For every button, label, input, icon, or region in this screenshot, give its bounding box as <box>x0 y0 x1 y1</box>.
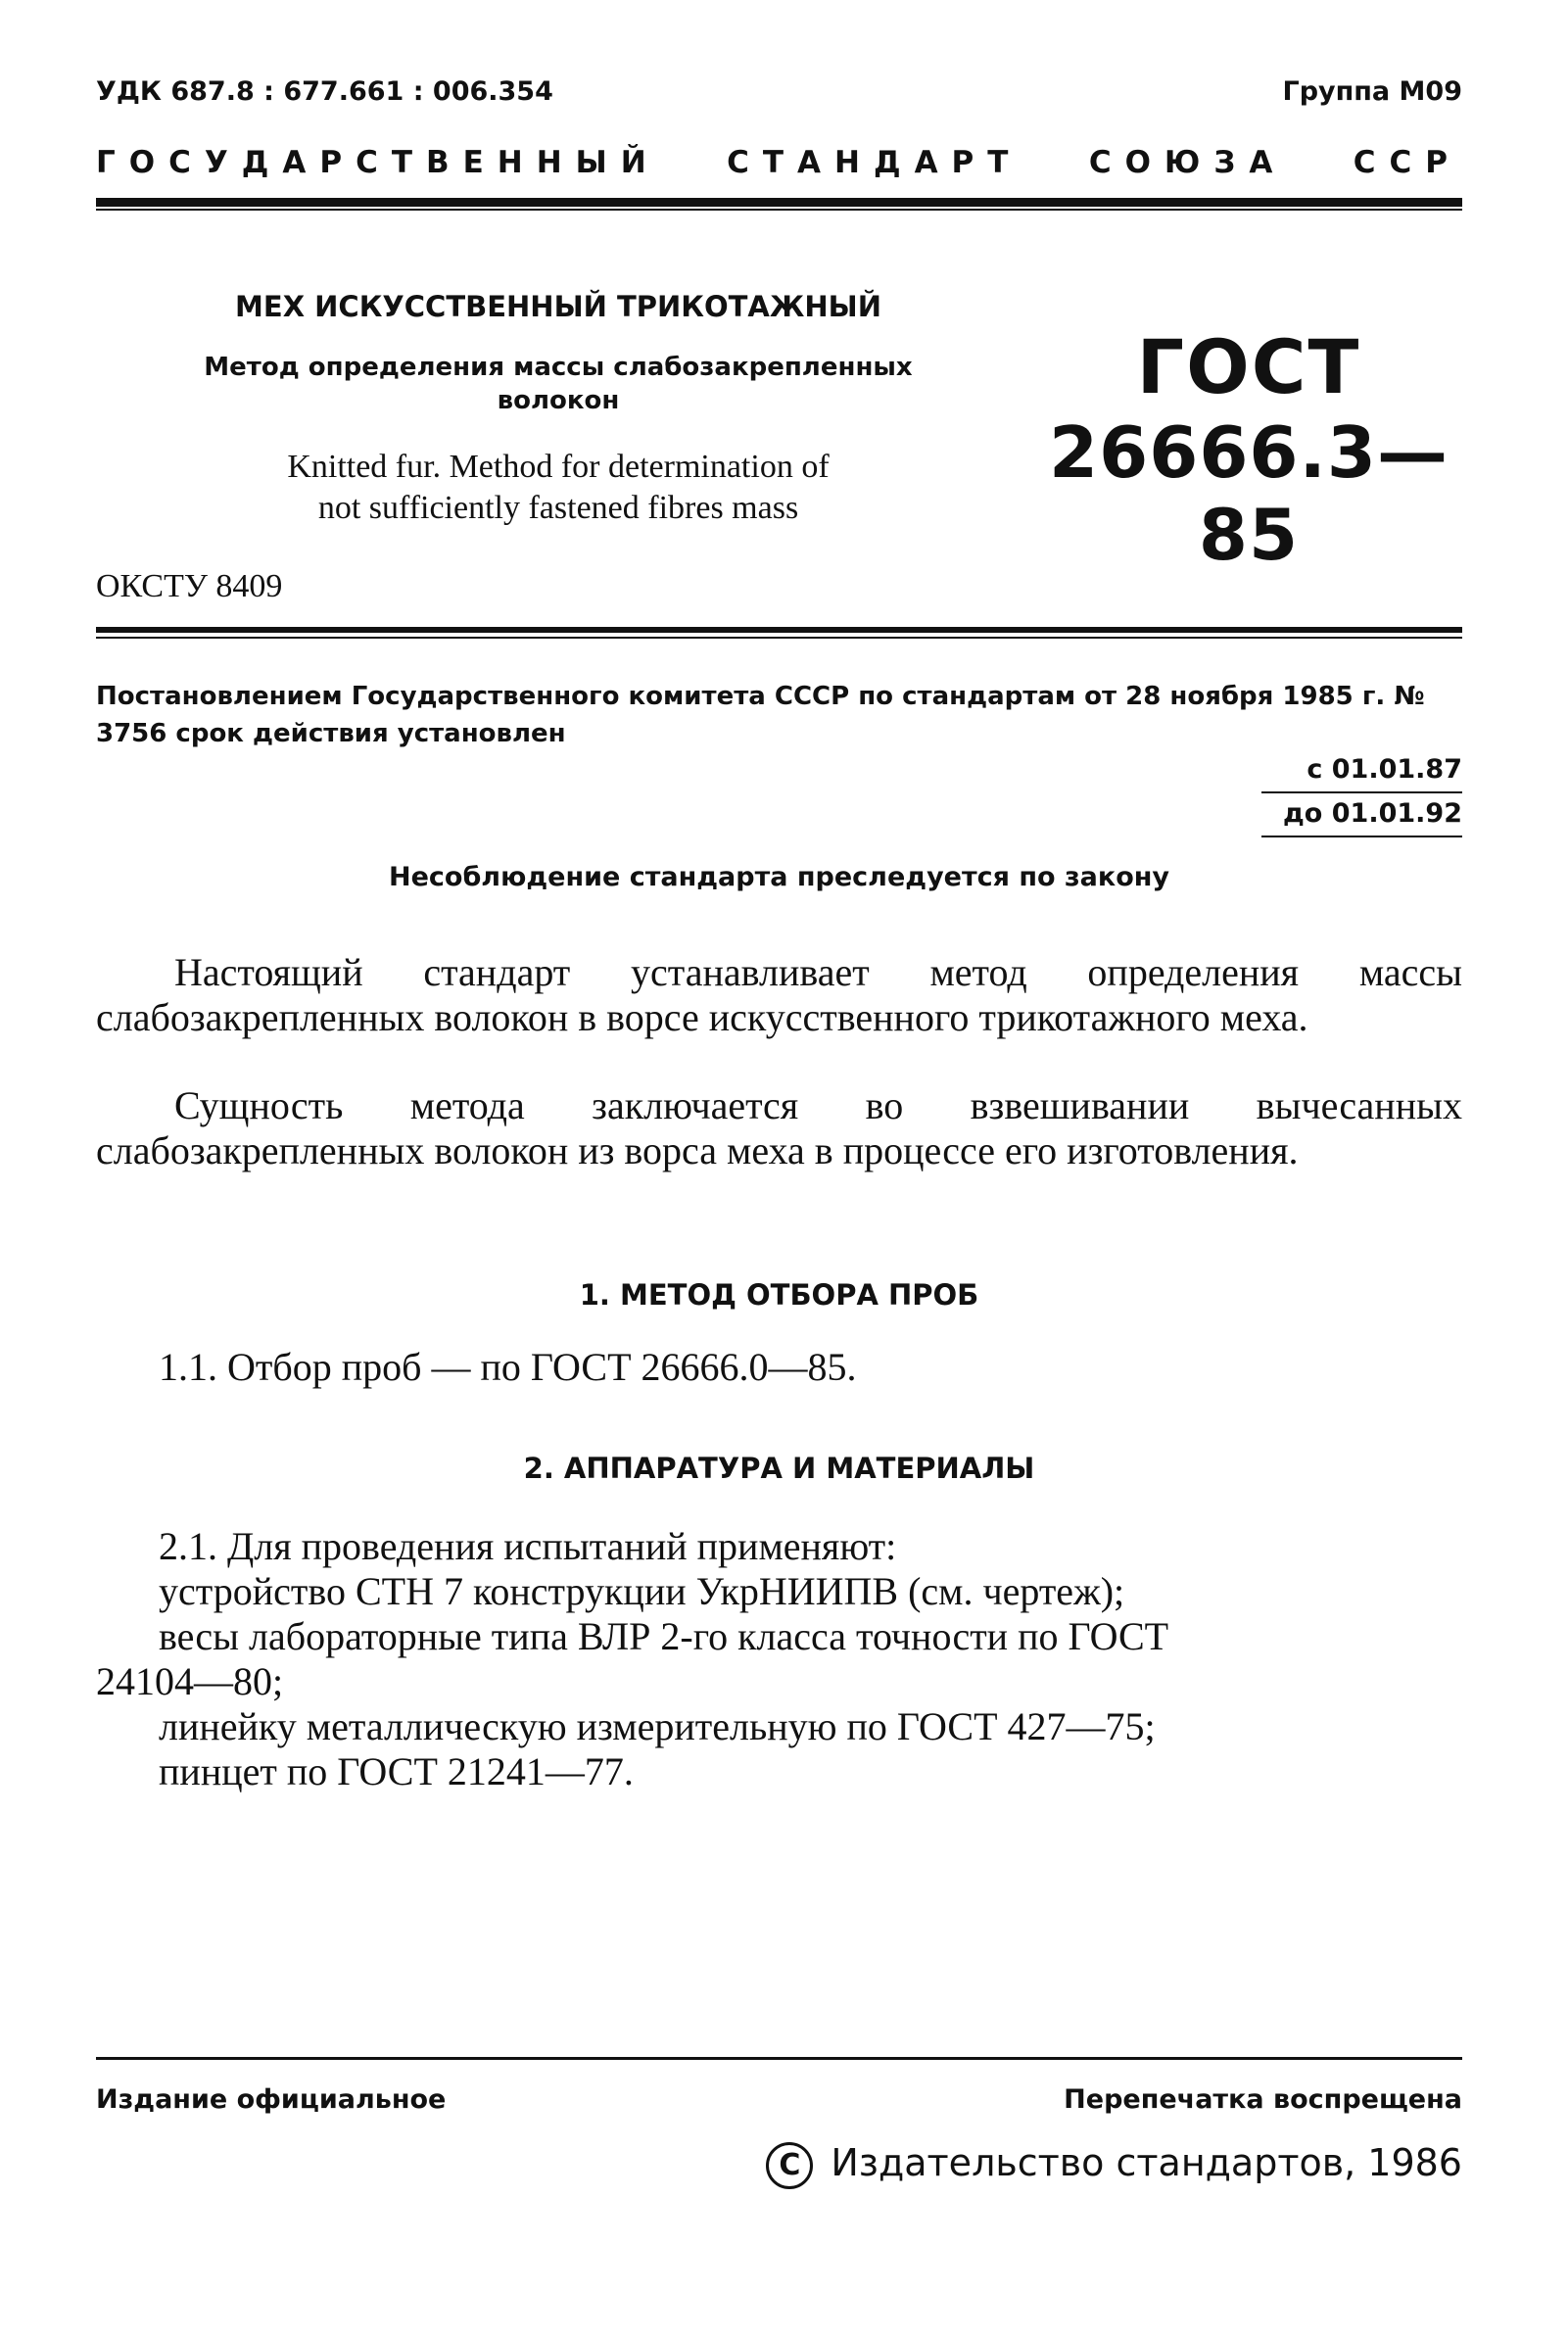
essence-paragraph: Сущность метода заключается во взвешивании вычесанных слабозакрепленных волокон из ворса меха в процессе его изготовления. <box>96 1083 1462 1172</box>
english-title <box>147 447 970 529</box>
section-2-heading: 2. АППАРАТУРА И МАТЕРИАЛЫ <box>523 1452 1035 1485</box>
section-rule-thin <box>96 637 1462 639</box>
state-standard-banner <box>96 145 1461 180</box>
valid-to-date: до 01.01.92 <box>1283 798 1462 829</box>
intro-paragraph: Настоящий стандарт устанавливает метод определения массы слабозакрепленных волокон в ворсе искусственного трикотажного меха. <box>96 950 1462 1039</box>
english-title-line: Knitted fur. Method for determination of <box>287 449 830 485</box>
section-1-item: 1.1. Отбор проб — по ГОСТ 26666.0—85. <box>159 1345 857 1389</box>
section-2-list <box>96 1524 1462 1794</box>
copyright-icon: C <box>766 2142 813 2189</box>
gost-number: 26666.3—85 <box>1049 411 1449 576</box>
footer-rule <box>96 2057 1462 2060</box>
valid-from-date: с 01.01.87 <box>1307 754 1462 785</box>
gost-label: ГОСТ <box>1136 323 1361 410</box>
date-underline <box>1261 791 1462 793</box>
banner-word: СОЮЗА <box>1088 145 1287 180</box>
reprint-note: Перепечатка воспрещена <box>1064 2084 1462 2115</box>
list-item: устройство СТН 7 конструкции УкрНИИПВ (см. чертеж); <box>159 1569 1125 1613</box>
publisher-line <box>766 2141 1462 2189</box>
banner-word: ГОСУДАРСТВЕННЫЙ <box>96 145 660 180</box>
date-underline <box>1261 836 1462 837</box>
list-item: пинцет по ГОСТ 21241—77. <box>159 1749 634 1793</box>
subtitle-line: волокон <box>497 386 620 415</box>
section-1-heading: 1. МЕТОД ОТБОРА ПРОБ <box>579 1278 979 1312</box>
okstu-code: ОКСТУ 8409 <box>96 568 283 604</box>
list-item: 24104—80; <box>96 1659 284 1703</box>
group-code: Группа М09 <box>1282 76 1462 107</box>
list-item: 2.1. Для проведения испытаний применяют: <box>159 1524 897 1568</box>
subtitle-line: Метод определения массы слабозакрепленных <box>204 353 913 382</box>
list-item: линейку металлическую измерительную по ГОСТ 427—75; <box>159 1704 1156 1748</box>
decree-text: Постановлением Государственного комитета СССР по стандартам от 28 ноября 1985 г. № 3756 срок действия установлен <box>96 682 1425 748</box>
noncompliance-notice: Несоблюдение стандарта преследуется по закону <box>388 862 1170 892</box>
edition-note: Издание официальное <box>96 2084 447 2115</box>
section-rule <box>96 627 1462 633</box>
document-title: МЕХ ИСКУССТВЕННЫЙ ТРИКОТАЖНЫЙ <box>235 290 881 323</box>
list-item: весы лабораторные типа ВЛР 2-го класса точности по ГОСТ <box>159 1614 1169 1658</box>
header-rule-thin <box>96 209 1462 211</box>
publisher-name: Издательство стандартов, 1986 <box>831 2141 1462 2184</box>
document-subtitle <box>147 351 970 417</box>
udk-code: УДК 687.8 : 677.661 : 006.354 <box>96 76 553 107</box>
header-rule <box>96 198 1462 207</box>
title-block <box>147 290 970 529</box>
banner-word: ССР <box>1353 145 1461 180</box>
english-title-line: not sufficiently fastened fibres mass <box>317 490 799 526</box>
banner-word: СТАНДАРТ <box>727 145 1022 180</box>
